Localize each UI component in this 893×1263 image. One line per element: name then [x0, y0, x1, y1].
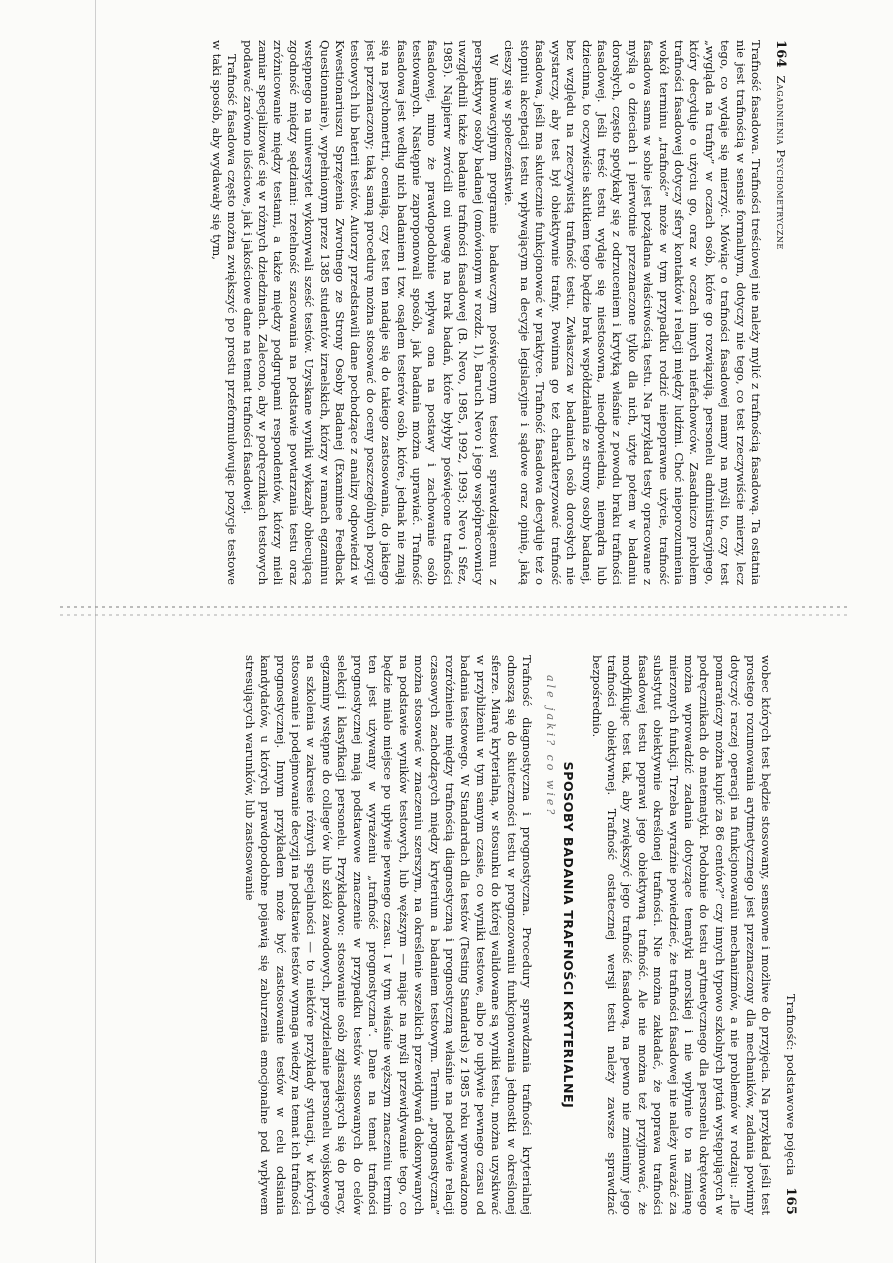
paragraph: Trafność fasadowa często można zwiększyć po prostu przeformułowując pozycje testowe w taki sposób, aby wydawały się tym, — [209, 40, 240, 585]
fold-line-shadow — [60, 614, 850, 616]
handwritten-annotation: ale jaki? co wie? — [544, 675, 558, 818]
right-book-page — [100, 655, 800, 1215]
paragraph: Trafność diagnostyczna i prognostyczna. Procedury sprawdzania trafności kryterialnej odnoszą się do skuteczności testu w prognozowaniu funkcjonowania jednostki w określonej sferze. Miarę kryterialną, w stosunku do której walidowane są wyniki testu, można uzyskiwać w przybliżeniu w tym samym czasie, co wyniki testowe, albo po upływie pewnego czasu od badania testowego. W Standardach dla testów (Testing Standards) z 1985 roku wprowadzono rozróżnienie między trafnością diagnostyczną i prognostyczną właśnie na podstawie relacji czasowych zachodzących między kryterium a badaniem testowym. Termin „prognostyczna” można stosować w znaczeniu szerszym, na określenie wszelkich przewidywań dokonywanych na podstawie wyników testowych, lub węższym — mając na myśli przewidywanie tego, co będzie miało miejsce po upływie pewnego czasu. I w tym właśnie węższym znaczeniu termin ten jest używany w wyrażeniu „trafność prognostyczna”. Dane na temat trafności prognostycznej mają podstawowe znaczenie w przypadku testów stosowanych do celów selekcji i klasyfikacji personelu. Przykładowo: stosowanie osób zgłaszających się do pracy, egzaminy wstępne do college'ów lub szkół zawodowych, przydzielanie personelu wojskowego na szkolenia w zakresie różnych specjalności — to niektóre przykłady sytuacji, w których stosowanie i podejmowanie decyzji na podstawie testów wymaga wiedzy na temat ich trafności prognostycznej. Innym przykładem może być zastosowanie testów w celu odsiania kandydatów, u których prawdopodobne pojawią się zaburzenia emocjonalne pod wpływem stresujących warunków, lub zastosowanie — [242, 655, 535, 1215]
running-head-title: Zagadnienia Psychometryczne — [774, 75, 788, 250]
page-number: 165 — [783, 1187, 798, 1215]
running-head-left — [773, 40, 788, 585]
running-head-title: Trafność: podstawowe pojęcia — [784, 993, 798, 1176]
paragraph: wobec których test będzie stosowany, sensowne i możliwe do przyjęcia. Na przykład jeśli test prostego rozumowania arytmetycznego jest przeznaczony dla mechaników, zadania powinny dotyczyć raczej operacji na funkcjonowaniu mechanizmów, a nie problemów w rodzaju: „Ile pomarańczy można kupić za 86 centów?” czy innych typowo szkolnych pytań występujących w podręcznikach do matematyki. Podobnie do testu arytmetycznego dla personelu okrętowego można wprowadzić zadania dotyczące tematyki morskiej i nie wpłynie to na zmianę mierzonych funkcji. Trzeba wyraźnie powiedzieć, że trafności fasadowej nie należy uważać za substytut obiektywnie określonej trafności. Nie można zakładać, że poprawa trafności fasadowej testu poprawi jego obiektywną trafność. Ale nie można też przyjmować, że modyfikując test tak, aby zwiększyć jego trafność fasadową, na pewno nie zmienimy jego trafności obiektywnej. Trafność ostatecznej wersji testu należy zawsze sprawdzać bezpośrednio. — [589, 655, 773, 1215]
running-head-right — [783, 655, 798, 1215]
paragraph: Trafność fasadowa. Trafności treściowej nie należy mylić z trafnością fasadową. Ta ostatnia nie jest trafnością w sensie formalnym, dotyczy nie tego, co test rzeczywiście mierzy, lecz tego, co wydaje się mierzyć. Mówiąc o trafności fasadowej mamy na myśli to, czy test „wygląda na trafny” w oczach osób, które go rozwiązują, personelu administracyjnego, który decyduje o użyciu go, oraz w oczach innych niefachowców. Zasadniczo problem trafności fasadowej dotyczy sfery kontaktów i relacji między ludźmi. Choć nieporozumienia wokół terminu „trafność” może w tym przypadku rodzić niepoprawne użycie, trafność fasadowa sama w sobie jest pożądana właściwością testu. Na przykład testy opracowane z myślą o dzieciach i pierwotnie przeznaczone tylko dla nich, użyte potem w badaniu dorosłych, często spotykały się z odrzuceniem i krytyką właśnie z powodu braku trafności fasadowej. Jeśli treść testu wydaje się niestosowna, nieodpowiednia, niemądra lub dziecinna, to oczywiście skutkiem tego będzie brak współdziałania ze strony osoby badanej, bez względu na rzeczywistą trafność testu. Zwłaszcza w badaniach osób dorosłych nie wystarczy, aby test był obiektywnie trafny. Powinna go też charakteryzować trafność fasadowa, jeśli ma skutecznie funkcjonować w praktyce. Trafność fasadowa decyduje też o stopniu akceptacji testu wpływającym na decyzje legislacyjne i sądowe oraz opinię, jaką cieszy się w społeczeństwie. — [502, 40, 763, 585]
section-heading: SPOSOBY BADANIA TRAFNOŚCI KRYTERIALNEJ — [561, 761, 577, 1109]
page-edge — [95, 0, 96, 1263]
page-number: 164 — [773, 40, 788, 68]
fold-line — [60, 606, 850, 608]
left-book-page — [100, 40, 790, 585]
paragraph: W innowacyjnym programie badawczym poświęconym testowi sprawdzającemu z perspektywy osoby badanej (omówionym w rozdz. 1), Baruch Nevo i jego współpracownicy uwzględnili także badanie trafności fasadowej (B. Nevo, 1985, 1992, 1993; Nevo i Sfez, 1985). Najpierw zwrócili oni uwagę na brak badań, które byłyby poświęcone trafności fasadowej, mimo że prawdopodobnie wpływa ona na postawy i zachowanie osób testowanych. Następnie zaproponowali sposób, jak badania można uprawiać. Trafność fasadowa jest według nich badaniem i tzw. osądem testerów osób, które, jednak nie znają się na psychometrii, oceniają, czy test ten nadaje się do takiego zastosowania, do jakiego jest przeznaczony; taką samą procedurę można stosować do oceny poszczególnych pozycji testowych lub baterii testów. Autorzy przedstawili dane pochodzące z analizy odpowiedzi w Kwestionariuszu Sprzężenia Zwrotnego ze Strony Osoby Badanej (Examinee Feedback Questionnaire), wypełnionym przez 1385 studentów izraelskich, którzy w ramach egzaminu wstępnego na uniwersytet wykonywali sześć testów. Uzyskane wyniki wykazały obiecującą zgodność między sędziami: rzetelność szacowania na podstawie powtarzania testu oraz zróżnicowanie między testami, a także między podgrupami respondentów, którzy mieli zamiar specjalizować się w różnych dziedzinach. Zalecono, aby w podręcznikach testowych podawać zarówno ilościowe, jak i jakościowe dane na temat trafności fasadowej. — [240, 40, 502, 585]
